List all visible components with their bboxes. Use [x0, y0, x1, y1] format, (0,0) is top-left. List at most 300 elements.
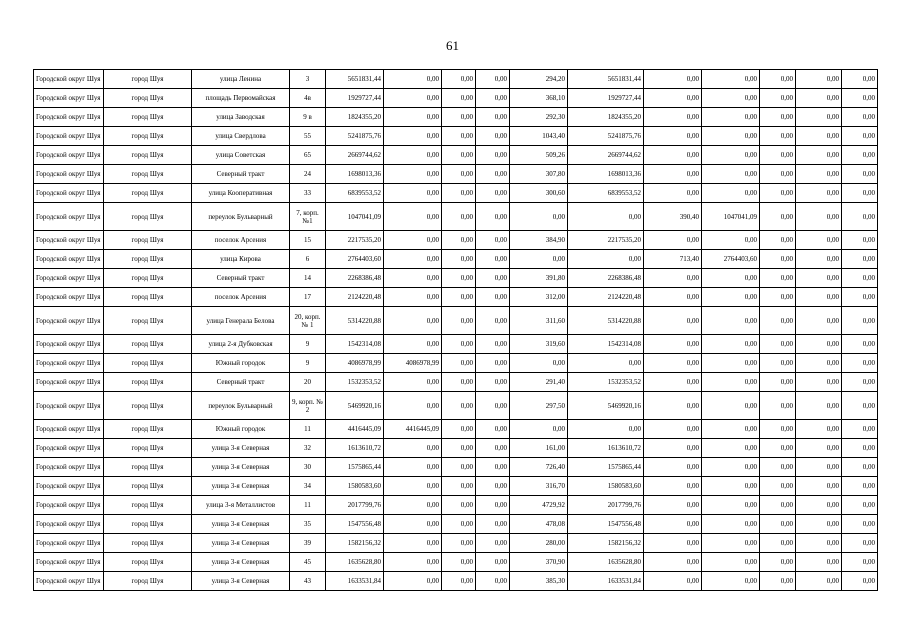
- table-cell: город Шуя: [104, 420, 192, 439]
- table-cell: 1547556,48: [326, 515, 384, 534]
- table-cell: 0,00: [384, 165, 442, 184]
- table-cell: 713,40: [644, 250, 702, 269]
- table-cell: 2124220,48: [326, 288, 384, 307]
- table-cell: 0,00: [476, 572, 510, 591]
- table-cell: Северный тракт: [192, 165, 290, 184]
- table-cell: улица 3-я Северная: [192, 534, 290, 553]
- table-cell: 0,00: [702, 458, 760, 477]
- table-row: [34, 127, 878, 146]
- table-cell: 1929727,44: [568, 89, 644, 108]
- table-cell: 0,00: [702, 127, 760, 146]
- table-cell: 0,00: [442, 477, 476, 496]
- table-cell: Городской округ Шуя: [34, 354, 104, 373]
- table-cell: город Шуя: [104, 165, 192, 184]
- table-cell: 11: [290, 420, 326, 439]
- table-cell: 0,00: [442, 184, 476, 203]
- table-cell: 319,60: [510, 335, 568, 354]
- table-cell: 0,00: [702, 477, 760, 496]
- table-cell: 0,00: [842, 165, 878, 184]
- table-cell: 0,00: [384, 203, 442, 231]
- table-cell: 0,00: [510, 250, 568, 269]
- table-cell: 9, корп. № 2: [290, 392, 326, 420]
- table-cell: 0,00: [644, 335, 702, 354]
- table-cell: 0,00: [702, 108, 760, 127]
- table-cell: Городской округ Шуя: [34, 269, 104, 288]
- table-cell: 0,00: [510, 420, 568, 439]
- table-cell: 0,00: [442, 335, 476, 354]
- table-cell: 35: [290, 515, 326, 534]
- table-cell: 0,00: [702, 231, 760, 250]
- table-cell: 0,00: [842, 231, 878, 250]
- table-cell: улица 3-я Металлистов: [192, 496, 290, 515]
- table-cell: 0,00: [476, 269, 510, 288]
- table-cell: 0,00: [384, 184, 442, 203]
- table-cell: 0,00: [644, 496, 702, 515]
- table-cell: 0,00: [644, 534, 702, 553]
- table-cell: 0,00: [702, 420, 760, 439]
- table-cell: 0,00: [702, 515, 760, 534]
- table-cell: 0,00: [476, 108, 510, 127]
- table-row: [34, 354, 878, 373]
- table-cell: 2268386,48: [326, 269, 384, 288]
- table-cell: 0,00: [842, 127, 878, 146]
- table-cell: 3: [290, 70, 326, 89]
- table-cell: 291,40: [510, 373, 568, 392]
- table-cell: 14: [290, 269, 326, 288]
- table-cell: 0,00: [476, 534, 510, 553]
- table-cell: 0,00: [442, 70, 476, 89]
- table-cell: 0,00: [476, 392, 510, 420]
- table-cell: 1532353,52: [568, 373, 644, 392]
- table-cell: 0,00: [796, 373, 842, 392]
- table-cell: 0,00: [384, 392, 442, 420]
- table-cell: 0,00: [442, 307, 476, 335]
- table-cell: 32: [290, 439, 326, 458]
- table-cell: город Шуя: [104, 127, 192, 146]
- table-cell: 1575865,44: [568, 458, 644, 477]
- table-cell: улица Генерала Белова: [192, 307, 290, 335]
- table-cell: 297,50: [510, 392, 568, 420]
- table-cell: 0,00: [796, 534, 842, 553]
- table-cell: 2217535,20: [326, 231, 384, 250]
- table-cell: 0,00: [842, 392, 878, 420]
- table-row: [34, 70, 878, 89]
- table-cell: 0,00: [760, 269, 796, 288]
- table-cell: город Шуя: [104, 354, 192, 373]
- table-cell: 2268386,48: [568, 269, 644, 288]
- table-cell: 0,00: [842, 572, 878, 591]
- table-cell: 0,00: [760, 373, 796, 392]
- table-cell: 370,90: [510, 553, 568, 572]
- table-cell: Городской округ Шуя: [34, 496, 104, 515]
- table-cell: 161,00: [510, 439, 568, 458]
- table-cell: 478,08: [510, 515, 568, 534]
- table-cell: Южный городок: [192, 354, 290, 373]
- table-cell: 0,00: [796, 515, 842, 534]
- table-row: [34, 269, 878, 288]
- table-cell: 2017799,76: [326, 496, 384, 515]
- table-row: [34, 108, 878, 127]
- table-cell: 0,00: [760, 515, 796, 534]
- table-cell: 9 в: [290, 108, 326, 127]
- table-cell: 0,00: [796, 108, 842, 127]
- table-cell: Городской округ Шуя: [34, 250, 104, 269]
- table-cell: 1929727,44: [326, 89, 384, 108]
- table-cell: Городской округ Шуя: [34, 165, 104, 184]
- table-cell: 0,00: [442, 127, 476, 146]
- table-cell: 0,00: [760, 70, 796, 89]
- table-cell: 384,90: [510, 231, 568, 250]
- table-cell: улица 3-я Северная: [192, 553, 290, 572]
- table-cell: Городской округ Шуя: [34, 392, 104, 420]
- table-cell: 0,00: [842, 250, 878, 269]
- table-cell: 0,00: [796, 184, 842, 203]
- table-cell: 0,00: [476, 250, 510, 269]
- table-cell: Городской округ Шуя: [34, 458, 104, 477]
- table-cell: 0,00: [760, 534, 796, 553]
- table-cell: 0,00: [384, 70, 442, 89]
- table-cell: 0,00: [476, 165, 510, 184]
- table-cell: улица Свердлова: [192, 127, 290, 146]
- table-cell: 0,00: [842, 307, 878, 335]
- table-cell: 0,00: [842, 335, 878, 354]
- table-cell: Городской округ Шуя: [34, 184, 104, 203]
- table-cell: 0,00: [702, 307, 760, 335]
- table-cell: 4в: [290, 89, 326, 108]
- table-row: [34, 203, 878, 231]
- table-cell: 0,00: [442, 392, 476, 420]
- table-cell: Городской округ Шуя: [34, 373, 104, 392]
- table-cell: 1582156,32: [568, 534, 644, 553]
- table-cell: 0,00: [702, 439, 760, 458]
- table-cell: 0,00: [568, 203, 644, 231]
- table-row: [34, 420, 878, 439]
- table-cell: 0,00: [760, 477, 796, 496]
- table-cell: 0,00: [442, 269, 476, 288]
- table-cell: 5241875,76: [568, 127, 644, 146]
- table-cell: город Шуя: [104, 373, 192, 392]
- table-cell: 0,00: [842, 553, 878, 572]
- table-cell: 9: [290, 335, 326, 354]
- table-cell: улица Заводская: [192, 108, 290, 127]
- table-cell: 1635628,80: [326, 553, 384, 572]
- table-cell: 0,00: [384, 515, 442, 534]
- table-cell: 0,00: [796, 89, 842, 108]
- table-row: [34, 458, 878, 477]
- table-cell: город Шуя: [104, 108, 192, 127]
- table-cell: Городской округ Шуя: [34, 127, 104, 146]
- table-cell: 0,00: [644, 458, 702, 477]
- table-cell: Городской округ Шуя: [34, 146, 104, 165]
- table-cell: 300,60: [510, 184, 568, 203]
- table-cell: 0,00: [442, 108, 476, 127]
- table-cell: 0,00: [842, 146, 878, 165]
- table-cell: 0,00: [442, 165, 476, 184]
- table-cell: город Шуя: [104, 477, 192, 496]
- table-cell: город Шуя: [104, 307, 192, 335]
- table-cell: 0,00: [796, 458, 842, 477]
- table-cell: 0,00: [476, 307, 510, 335]
- table-cell: 0,00: [476, 496, 510, 515]
- table-cell: 390,40: [644, 203, 702, 231]
- table-row: [34, 231, 878, 250]
- table-row: [34, 392, 878, 420]
- table-cell: 0,00: [760, 165, 796, 184]
- table-cell: город Шуя: [104, 534, 192, 553]
- table-cell: 0,00: [476, 515, 510, 534]
- table-cell: поселок Арсения: [192, 231, 290, 250]
- table-cell: 312,00: [510, 288, 568, 307]
- table-row: [34, 515, 878, 534]
- table-cell: 15: [290, 231, 326, 250]
- table-cell: 24: [290, 165, 326, 184]
- table-cell: 0,00: [442, 420, 476, 439]
- table-cell: 0,00: [702, 373, 760, 392]
- table-cell: 0,00: [476, 231, 510, 250]
- table-cell: 0,00: [510, 203, 568, 231]
- table-cell: 0,00: [384, 553, 442, 572]
- housing-repair-table: [33, 69, 878, 591]
- table-cell: 2764403,60: [326, 250, 384, 269]
- table-cell: город Шуя: [104, 458, 192, 477]
- table-cell: 0,00: [702, 496, 760, 515]
- table-cell: 20: [290, 373, 326, 392]
- table-cell: 1613610,72: [326, 439, 384, 458]
- table-cell: 30: [290, 458, 326, 477]
- table-cell: 1532353,52: [326, 373, 384, 392]
- table-cell: 0,00: [796, 420, 842, 439]
- table-row: [34, 496, 878, 515]
- table-row: [34, 572, 878, 591]
- table-row: [34, 439, 878, 458]
- table-cell: 0,00: [796, 553, 842, 572]
- table-cell: 0,00: [644, 127, 702, 146]
- table-cell: 0,00: [384, 146, 442, 165]
- table-cell: 0,00: [796, 127, 842, 146]
- table-cell: город Шуя: [104, 231, 192, 250]
- table-cell: 0,00: [644, 354, 702, 373]
- table-cell: 0,00: [760, 572, 796, 591]
- table-cell: 2669744,62: [326, 146, 384, 165]
- table-cell: Городской округ Шуя: [34, 231, 104, 250]
- table-cell: 45: [290, 553, 326, 572]
- table-cell: 0,00: [644, 307, 702, 335]
- table-cell: 0,00: [760, 203, 796, 231]
- table-cell: 0,00: [842, 515, 878, 534]
- table-cell: переулок Бульварный: [192, 392, 290, 420]
- table-cell: 0,00: [842, 203, 878, 231]
- table-cell: 0,00: [442, 146, 476, 165]
- table-cell: 0,00: [442, 203, 476, 231]
- table-row: [34, 335, 878, 354]
- table-cell: 0,00: [760, 392, 796, 420]
- table-cell: поселок Арсения: [192, 288, 290, 307]
- table-cell: 2669744,62: [568, 146, 644, 165]
- table-cell: 0,00: [702, 184, 760, 203]
- table-cell: 6839553,52: [326, 184, 384, 203]
- table-cell: 0,00: [476, 439, 510, 458]
- table-cell: 0,00: [384, 477, 442, 496]
- table-cell: 1542314,08: [326, 335, 384, 354]
- table-cell: Городской округ Шуя: [34, 534, 104, 553]
- table-cell: 0,00: [476, 89, 510, 108]
- table-cell: Городской округ Шуя: [34, 439, 104, 458]
- table-cell: город Шуя: [104, 269, 192, 288]
- table-cell: 0,00: [476, 335, 510, 354]
- table-cell: 1547556,48: [568, 515, 644, 534]
- table-cell: 4416445,09: [384, 420, 442, 439]
- table-cell: 0,00: [842, 108, 878, 127]
- table-cell: 0,00: [702, 288, 760, 307]
- table-cell: 0,00: [842, 70, 878, 89]
- table-cell: 0,00: [760, 420, 796, 439]
- table-cell: 0,00: [842, 89, 878, 108]
- table-cell: 0,00: [644, 572, 702, 591]
- table-cell: город Шуя: [104, 515, 192, 534]
- table-cell: 7, корп. №1: [290, 203, 326, 231]
- table-cell: 0,00: [702, 392, 760, 420]
- table-cell: 1633531,84: [326, 572, 384, 591]
- table-cell: 509,26: [510, 146, 568, 165]
- table-cell: 4729,92: [510, 496, 568, 515]
- table-cell: 1043,40: [510, 127, 568, 146]
- table-cell: Городской округ Шуя: [34, 108, 104, 127]
- table-cell: 39: [290, 534, 326, 553]
- table-cell: 0,00: [384, 288, 442, 307]
- table-cell: 0,00: [644, 420, 702, 439]
- table-cell: 1580583,60: [568, 477, 644, 496]
- table-cell: 0,00: [842, 458, 878, 477]
- table-cell: Городской округ Шуя: [34, 203, 104, 231]
- table-cell: 0,00: [702, 572, 760, 591]
- table-cell: Городской округ Шуя: [34, 515, 104, 534]
- table-cell: 0,00: [384, 108, 442, 127]
- table-cell: 0,00: [796, 307, 842, 335]
- table-cell: 0,00: [384, 572, 442, 591]
- table-cell: 0,00: [702, 354, 760, 373]
- table-cell: 0,00: [702, 146, 760, 165]
- table-cell: 0,00: [476, 477, 510, 496]
- table-cell: 0,00: [384, 127, 442, 146]
- table-cell: 0,00: [702, 89, 760, 108]
- table-cell: 0,00: [702, 165, 760, 184]
- table-cell: Городской округ Шуя: [34, 307, 104, 335]
- table-cell: 0,00: [842, 439, 878, 458]
- table-cell: город Шуя: [104, 439, 192, 458]
- table-cell: 0,00: [702, 335, 760, 354]
- table-cell: 0,00: [842, 354, 878, 373]
- table-cell: 1047041,09: [702, 203, 760, 231]
- table-cell: город Шуя: [104, 70, 192, 89]
- table-cell: 0,00: [842, 288, 878, 307]
- table-cell: 1698013,36: [326, 165, 384, 184]
- table-cell: 1047041,09: [326, 203, 384, 231]
- table-cell: 0,00: [442, 89, 476, 108]
- table-cell: 1698013,36: [568, 165, 644, 184]
- table-cell: 0,00: [568, 420, 644, 439]
- table-cell: 0,00: [442, 515, 476, 534]
- table-body: [34, 70, 878, 591]
- table-cell: 385,30: [510, 572, 568, 591]
- table-cell: 0,00: [476, 458, 510, 477]
- table-cell: улица 3-я Северная: [192, 515, 290, 534]
- table-cell: 0,00: [760, 250, 796, 269]
- table-row: [34, 288, 878, 307]
- table-cell: 0,00: [442, 231, 476, 250]
- table-cell: 0,00: [842, 534, 878, 553]
- table-cell: 0,00: [760, 288, 796, 307]
- table-cell: Северный тракт: [192, 269, 290, 288]
- table-cell: 0,00: [644, 288, 702, 307]
- table-cell: 0,00: [842, 496, 878, 515]
- table-cell: 0,00: [476, 288, 510, 307]
- table-row: [34, 184, 878, 203]
- table-cell: 5469920,16: [326, 392, 384, 420]
- table-cell: 0,00: [644, 477, 702, 496]
- table-cell: город Шуя: [104, 496, 192, 515]
- table-cell: 0,00: [796, 392, 842, 420]
- table-cell: Городской округ Шуя: [34, 572, 104, 591]
- table-cell: 0,00: [842, 420, 878, 439]
- table-cell: 20, корп. № 1: [290, 307, 326, 335]
- table-cell: Городской округ Шуя: [34, 335, 104, 354]
- table-cell: 726,40: [510, 458, 568, 477]
- table-cell: улица 3-я Северная: [192, 572, 290, 591]
- table-cell: 1575865,44: [326, 458, 384, 477]
- table-cell: 0,00: [510, 354, 568, 373]
- table-cell: 4416445,09: [326, 420, 384, 439]
- table-cell: 43: [290, 572, 326, 591]
- table-cell: 4086978,99: [384, 354, 442, 373]
- table-cell: 0,00: [760, 146, 796, 165]
- table-cell: Городской округ Шуя: [34, 553, 104, 572]
- table-cell: улица Ленина: [192, 70, 290, 89]
- table-cell: 1824355,20: [326, 108, 384, 127]
- table-cell: 0,00: [702, 70, 760, 89]
- table-cell: 0,00: [644, 70, 702, 89]
- table-cell: 0,00: [796, 269, 842, 288]
- table-cell: 2217535,20: [568, 231, 644, 250]
- table-cell: 5241875,76: [326, 127, 384, 146]
- table-cell: 0,00: [760, 307, 796, 335]
- table-cell: 307,80: [510, 165, 568, 184]
- table-cell: улица 3-я Северная: [192, 439, 290, 458]
- table-cell: 5469920,16: [568, 392, 644, 420]
- table-cell: 0,00: [796, 572, 842, 591]
- table-cell: 0,00: [760, 231, 796, 250]
- table-cell: 0,00: [384, 335, 442, 354]
- table-cell: город Шуя: [104, 146, 192, 165]
- table-cell: 0,00: [644, 108, 702, 127]
- table-cell: 0,00: [442, 572, 476, 591]
- table-cell: 0,00: [384, 458, 442, 477]
- table-cell: 5651831,44: [326, 70, 384, 89]
- table-cell: 0,00: [760, 184, 796, 203]
- table-cell: 0,00: [760, 354, 796, 373]
- table-cell: город Шуя: [104, 89, 192, 108]
- table-cell: 0,00: [644, 439, 702, 458]
- table-cell: 1824355,20: [568, 108, 644, 127]
- table-cell: 0,00: [644, 269, 702, 288]
- table-cell: 0,00: [796, 439, 842, 458]
- table-cell: город Шуя: [104, 184, 192, 203]
- table-cell: 0,00: [760, 89, 796, 108]
- table-cell: Городской округ Шуя: [34, 288, 104, 307]
- table-cell: 0,00: [442, 250, 476, 269]
- table-cell: 0,00: [476, 203, 510, 231]
- table-cell: 0,00: [842, 373, 878, 392]
- table-cell: 0,00: [476, 146, 510, 165]
